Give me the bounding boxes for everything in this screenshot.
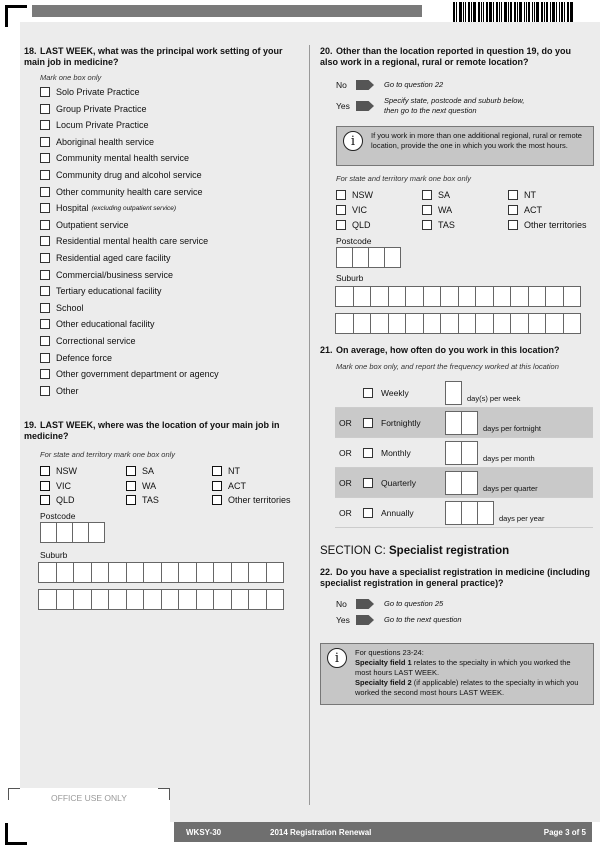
q18-option[interactable] — [40, 220, 129, 230]
checkbox[interactable] — [40, 87, 50, 97]
q19-state-label: TAS — [142, 495, 159, 505]
info-icon: i — [327, 648, 347, 668]
q19-state-option[interactable] — [40, 481, 71, 491]
frequency-label: Monthly — [381, 447, 411, 458]
checkbox[interactable] — [40, 270, 50, 280]
checkbox[interactable] — [40, 495, 50, 505]
q21-frequency-row[interactable] — [335, 378, 593, 408]
q18-option-label: Outpatient service — [56, 219, 129, 230]
checkbox[interactable] — [363, 448, 373, 458]
q20-state-option[interactable] — [336, 220, 371, 230]
footer-code: WKSY-30 — [186, 827, 222, 837]
checkbox[interactable] — [40, 369, 50, 379]
q21-frequency-row[interactable] — [335, 408, 593, 438]
checkbox[interactable] — [40, 303, 50, 313]
q18-option-label: Tertiary educational facility — [56, 286, 162, 297]
q18-option-label: Solo Private Practice — [56, 87, 140, 97]
days-input[interactable] — [445, 471, 477, 495]
q20-state-label: QLD — [352, 220, 371, 230]
q18-option[interactable] — [40, 153, 189, 163]
q18-option-label: Residential mental health care service — [56, 236, 209, 247]
frequency-unit: days per year — [499, 514, 545, 523]
q18-title: 18. LAST WEEK, what was the principal work setting of your main job in medicine? — [24, 46, 283, 67]
q19-title: 19. LAST WEEK, where was the location of your main job in medicine? — [24, 420, 280, 441]
q18-option[interactable] — [40, 236, 208, 246]
checkbox[interactable] — [212, 495, 222, 505]
checkbox[interactable] — [40, 386, 50, 396]
checkbox[interactable] — [40, 353, 50, 363]
q19-state-option[interactable] — [126, 481, 156, 491]
checkbox[interactable] — [40, 466, 50, 476]
checkbox[interactable] — [212, 481, 222, 491]
q18-option-label: Residential aged care facility — [56, 253, 171, 263]
q19-state-label: VIC — [56, 480, 72, 491]
q19-state-option[interactable] — [126, 495, 159, 505]
q19-postcode-label: Postcode — [40, 511, 76, 521]
q22-no-option[interactable]: No Go to question 25 — [336, 599, 444, 609]
q18-option[interactable] — [40, 120, 149, 130]
q19-state-label: NSW — [56, 466, 77, 476]
q19-state-label: NT — [228, 466, 240, 476]
arrow-right-icon — [356, 80, 374, 90]
checkbox[interactable] — [422, 190, 432, 200]
registration-mark — [5, 823, 8, 845]
q19-suburb-input-1[interactable] — [38, 562, 283, 583]
q22-yes-option[interactable]: Yes Go to the next question — [336, 615, 462, 625]
q20-state-option[interactable] — [336, 205, 367, 215]
q18-option[interactable] — [40, 137, 154, 147]
q20-suburb-label: Suburb — [336, 273, 364, 283]
frequency-label: Fortnightly — [381, 417, 421, 428]
q18-option[interactable] — [40, 87, 140, 97]
q20-state-option[interactable] — [336, 190, 373, 200]
q20-state-label: WA — [438, 205, 453, 215]
q21-frequency-row[interactable] — [335, 468, 593, 498]
q20-state-label: TAS — [438, 220, 455, 230]
q18-option-label: Locum Private Practice — [56, 120, 149, 131]
checkbox[interactable] — [336, 205, 346, 215]
q20-suburb-input-1[interactable] — [335, 286, 580, 307]
checkbox[interactable] — [40, 120, 50, 130]
checkbox[interactable] — [422, 205, 432, 215]
checkbox[interactable] — [363, 508, 373, 518]
q19-state-label: ACT — [228, 480, 246, 491]
checkbox[interactable] — [40, 170, 50, 180]
frequency-label: Annually — [381, 507, 414, 518]
or-label: OR — [339, 417, 352, 428]
frequency-unit: days per fortnight — [483, 424, 541, 433]
registration-mark — [5, 5, 27, 8]
q19-state-label: WA — [142, 480, 157, 491]
q21-frequency-row[interactable] — [335, 498, 593, 528]
frequency-label: Quarterly — [381, 477, 416, 488]
q18-option[interactable] — [40, 286, 162, 296]
q21-hint: Mark one box only, and report the frequency worked at this location — [336, 362, 559, 371]
q18-option[interactable] — [40, 253, 171, 263]
checkbox[interactable] — [508, 190, 518, 200]
q20-state-label: NSW — [352, 190, 373, 200]
checkbox[interactable] — [126, 466, 136, 476]
q21-frequency-row[interactable] — [335, 438, 593, 468]
q18-option-label: Aboriginal health service — [56, 136, 155, 147]
office-use-label: OFFICE USE ONLY — [51, 793, 127, 803]
checkbox[interactable] — [126, 495, 136, 505]
q18-option-label: Group Private Practice — [56, 103, 147, 114]
checkbox[interactable] — [40, 187, 50, 197]
info-icon: i — [343, 131, 363, 151]
footer-bar — [174, 822, 592, 842]
checkbox[interactable] — [40, 153, 50, 163]
checkbox[interactable] — [336, 190, 346, 200]
q18-option-label: Other community health care service — [56, 186, 203, 197]
q18-hint: Mark one box only — [40, 73, 102, 82]
q20-postcode-label: Postcode — [336, 236, 372, 246]
or-label: OR — [339, 447, 352, 458]
q18-option-label: Correctional service — [56, 336, 136, 346]
q20-yes-option[interactable]: Yes Specify state, postcode and suburb below, then go to the next question — [336, 96, 525, 115]
registration-mark — [5, 5, 8, 27]
frequency-label: Weekly — [381, 387, 409, 398]
or-label: OR — [339, 477, 352, 488]
q20-info-box: i If you work in more than one additional regional, rural or remote location, provide the one in which you work the most hours. — [336, 126, 594, 166]
q20-state-option[interactable] — [508, 205, 542, 215]
q22-info-box: i For questions 23-24: Specialty field 1 relates to the specialty in which you worked the most hours LAST WEEK. Specialty field 2 (if applicable) relates to the specialty in which you worked the second most hours LAST WEEK. — [320, 643, 594, 705]
footer-page: Page 3 of 5 — [543, 827, 586, 837]
q18-option[interactable] — [40, 270, 173, 280]
q18-option-label: Defence force — [56, 352, 113, 363]
arrow-right-icon — [356, 615, 374, 625]
q20-state-option[interactable] — [422, 190, 450, 200]
checkbox[interactable] — [40, 104, 50, 114]
arrow-right-icon — [356, 599, 374, 609]
q19-state-label: QLD — [56, 495, 75, 505]
q20-state-option[interactable] — [422, 205, 452, 215]
q18-option[interactable] — [40, 386, 79, 396]
checkbox[interactable] — [422, 220, 432, 230]
footer-title: 2014 Registration Renewal — [270, 827, 372, 837]
checkbox[interactable] — [363, 478, 373, 488]
registration-mark — [5, 842, 27, 845]
q18-option[interactable] — [40, 369, 219, 379]
q20-state-label: VIC — [352, 205, 368, 215]
frequency-unit: days per quarter — [483, 484, 538, 493]
q18-option-label: Community mental health service — [56, 153, 190, 164]
checkbox[interactable] — [363, 418, 373, 428]
checkbox[interactable] — [40, 203, 50, 213]
barcode — [453, 2, 589, 22]
q20-no-option[interactable]: No Go to question 22 — [336, 80, 444, 90]
arrow-right-icon — [356, 101, 374, 111]
checkbox[interactable] — [212, 466, 222, 476]
frequency-unit: day(s) per week — [467, 394, 521, 403]
q20-state-label: SA — [438, 190, 451, 200]
hospital-note: (excluding outpatient service) — [91, 204, 177, 212]
checkbox[interactable] — [40, 220, 50, 230]
q20-state-option[interactable] — [422, 220, 455, 230]
q19-hint: For state and territory mark one box only — [40, 450, 176, 459]
q19-suburb-label: Suburb — [40, 550, 68, 560]
q20-state-label: NT — [524, 190, 536, 200]
checkbox[interactable] — [508, 205, 518, 215]
checkbox[interactable] — [126, 481, 136, 491]
checkbox[interactable] — [508, 220, 518, 230]
q19-state-option[interactable] — [212, 466, 240, 476]
q19-state-option[interactable] — [212, 481, 246, 491]
q20-state-option[interactable] — [508, 220, 587, 230]
q18-option[interactable] — [40, 187, 203, 197]
q20-suburb-input-2[interactable] — [335, 313, 580, 334]
q20-state-option[interactable] — [508, 190, 536, 200]
column-divider — [309, 45, 310, 805]
checkbox[interactable] — [40, 137, 50, 147]
q18-option-label: Hospital — [56, 203, 89, 214]
q19-state-label: SA — [142, 466, 155, 476]
days-input[interactable] — [445, 441, 477, 465]
q18-option-label: Other government department or agency — [56, 369, 219, 380]
q18-option[interactable] — [40, 336, 136, 346]
checkbox[interactable] — [40, 286, 50, 296]
or-label: OR — [339, 507, 352, 518]
q19-state-option[interactable] — [126, 466, 154, 476]
checkbox[interactable] — [40, 236, 50, 246]
q19-state-option[interactable] — [40, 495, 75, 505]
section-c-heading: SECTION C: Specialist registration — [320, 545, 510, 557]
crop-mark — [8, 788, 20, 789]
q20-postcode-input[interactable] — [336, 247, 400, 268]
days-input[interactable] — [445, 501, 493, 525]
q18-option[interactable] — [40, 319, 155, 329]
q18-option[interactable] — [40, 303, 84, 313]
q21-frequency-table — [335, 378, 593, 528]
q20-state-label: ACT — [524, 205, 542, 215]
header-bar — [32, 5, 422, 17]
q18-option-label: Other — [56, 385, 79, 396]
q20-title: 20. Other than the location reported in question 19, do you also work in a regional, rural or remote location? — [320, 46, 572, 67]
checkbox[interactable] — [363, 388, 373, 398]
q18-option[interactable] — [40, 170, 202, 180]
checkbox[interactable] — [40, 253, 50, 263]
days-input[interactable] — [445, 411, 477, 435]
frequency-unit: days per month — [483, 454, 535, 463]
q21-title: 21. On average, how often do you work in this location? — [320, 345, 560, 355]
checkbox[interactable] — [336, 220, 346, 230]
q18-option-label: Other educational facility — [56, 319, 155, 330]
q18-option[interactable] — [40, 353, 112, 363]
q18-option-label: School — [56, 302, 84, 313]
q18-option[interactable] — [40, 203, 176, 213]
q18-option-label: Community drug and alcohol service — [56, 170, 202, 180]
q20-hint: For state and territory mark one box only — [336, 174, 472, 183]
q19-state-option[interactable] — [40, 466, 77, 476]
q20-state-label: Other territories — [524, 220, 587, 230]
q19-state-label: Other territories — [228, 495, 291, 505]
days-input[interactable] — [445, 381, 461, 405]
q19-suburb-input-2[interactable] — [38, 589, 283, 610]
q22-title: 22. Do you have a specialist registration in medicine (including specialist registration in general practice)? — [320, 567, 591, 588]
q18-option-label: Commercial/business service — [56, 269, 174, 280]
q18-option[interactable] — [40, 104, 147, 114]
checkbox[interactable] — [40, 481, 50, 491]
q19-state-option[interactable] — [212, 495, 291, 505]
checkbox[interactable] — [40, 319, 50, 329]
checkbox[interactable] — [40, 336, 50, 346]
q19-postcode-input[interactable] — [40, 522, 104, 543]
